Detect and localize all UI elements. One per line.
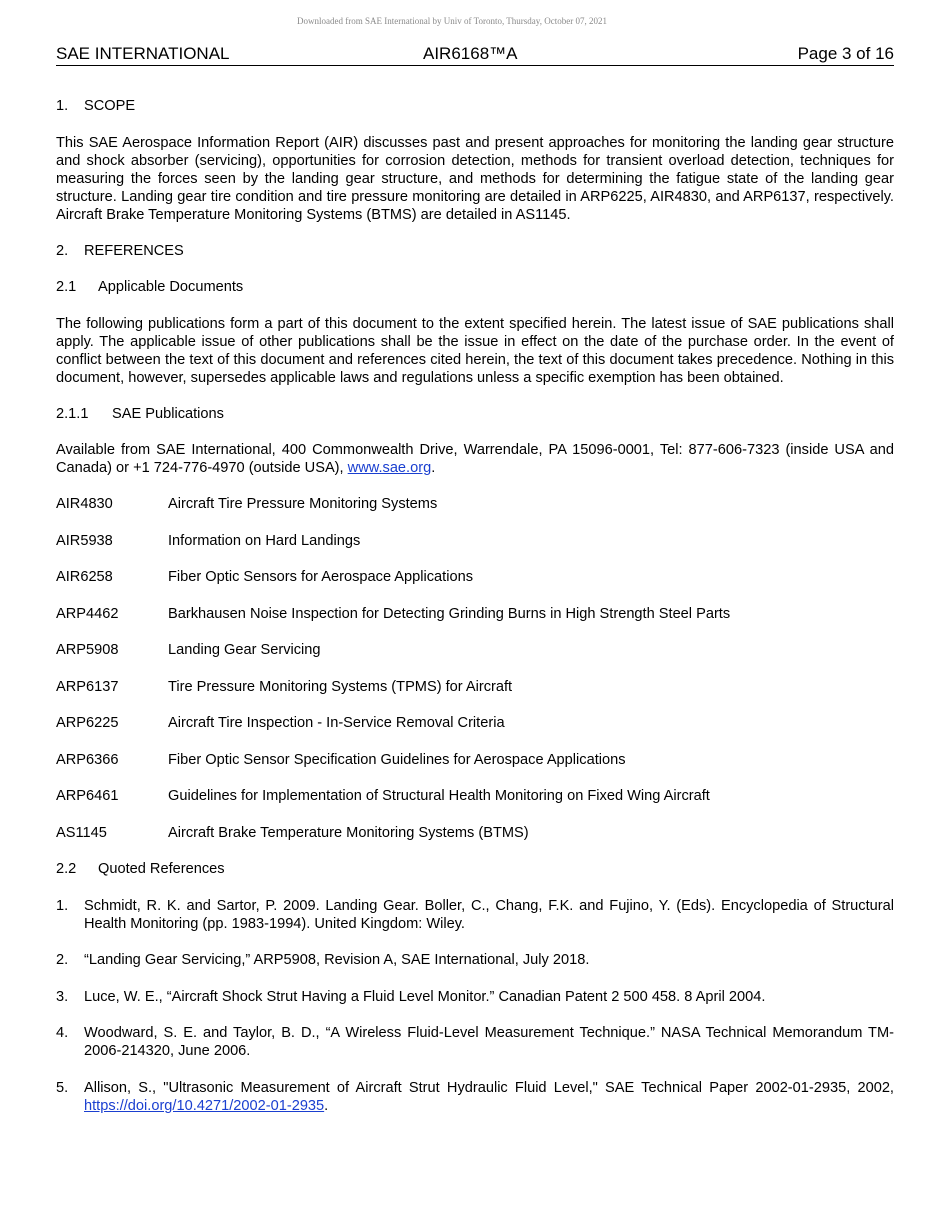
section-title: SAE Publications: [112, 405, 224, 422]
section-number: 2.: [56, 242, 69, 259]
publication-code: AIR4830: [56, 496, 113, 512]
document-body: [56, 97, 894, 1133]
section-title: REFERENCES: [84, 242, 184, 259]
subsection-heading-applicable-documents: [56, 278, 894, 296]
reference-text-with-link: [84, 1079, 894, 1115]
publication-code: ARP6366: [56, 751, 119, 768]
publication-code: ARP6225: [56, 715, 119, 731]
doi-link[interactable]: https://doi.org/10.4271/2002-01-2935: [84, 1097, 325, 1114]
publication-title: Aircraft Tire Inspection - In-Service Removal Criteria: [168, 715, 505, 731]
sae-publications-list: [56, 495, 894, 842]
reference-number: 5.: [56, 1079, 69, 1096]
publication-title: Fiber Optic Sensors for Aerospace Applications: [168, 569, 474, 585]
subsection-heading-sae-publications: [56, 405, 894, 423]
reference-number: 3.: [56, 988, 69, 1005]
header-publisher: SAE INTERNATIONAL: [56, 44, 230, 63]
reference-text: Allison, S., "Ultrasonic Measurement of Aircraft Strut Hydraulic Fluid Level," SAE Technical Paper 2002-01-2935, 2002,: [84, 1079, 894, 1096]
reference-text: Schmidt, R. K. and Sartor, P. 2009. Landing Gear. Boller, C., Chang, F.K. and Fujino, Y. (Eds). Encyclopedia of Structural Health Monitoring (pp. 1983-1994). United Kingdom: Wiley.: [84, 897, 894, 932]
quoted-reference-item: [56, 1024, 894, 1060]
publication-row: [56, 678, 894, 696]
section-number: 2.1: [56, 279, 77, 295]
header-document-number: AIR6168™A: [423, 44, 518, 63]
publication-row: [56, 605, 894, 623]
reference-number: 4.: [56, 1025, 69, 1041]
reference-text: Luce, W. E., “Aircraft Shock Strut Having a Fluid Level Monitor.” Canadian Patent 2 500 458. 8 April 2004.: [84, 988, 766, 1005]
publication-row: [56, 532, 894, 550]
publication-title: Fiber Optic Sensor Specification Guidelines for Aerospace Applications: [168, 751, 626, 768]
section-number: 2.1.1: [56, 405, 89, 422]
publication-title: Information on Hard Landings: [168, 532, 361, 549]
reference-text: Woodward, S. E. and Taylor, B. D., “A Wireless Fluid-Level Measurement Technique.” NASA Technical Memorandum TM-2006-214320, June 2006.: [84, 1025, 894, 1059]
publication-code: ARP4462: [56, 605, 119, 622]
publication-title: Aircraft Tire Pressure Monitoring Systems: [168, 496, 438, 512]
section-title: Applicable Documents: [98, 279, 244, 295]
section-title: SCOPE: [84, 98, 136, 114]
publication-code: AS1145: [56, 824, 107, 841]
sae-availability-paragraph: [56, 441, 894, 477]
publication-row: [56, 714, 894, 732]
publication-code: ARP5908: [56, 642, 119, 658]
section-number: 2.2: [56, 861, 77, 877]
section-title: Quoted References: [98, 861, 225, 877]
publication-row: [56, 751, 894, 769]
publication-title: Barkhausen Noise Inspection for Detecting Grinding Burns in High Strength Steel Parts: [168, 605, 731, 622]
publication-code: ARP6461: [56, 788, 119, 804]
reference-end: .: [324, 1097, 329, 1114]
publication-title: Landing Gear Servicing: [168, 642, 321, 658]
reference-number: 1.: [56, 897, 69, 914]
download-watermark: Downloaded from SAE International by Univ of Toronto, Thursday, October 07, 2021: [297, 16, 607, 26]
availability-end: .: [431, 460, 436, 476]
publication-title: Tire Pressure Monitoring Systems (TPMS) for Aircraft: [168, 678, 513, 695]
section-heading-references: [56, 242, 894, 260]
publication-code: AIR5938: [56, 532, 113, 549]
reference-number: 2.: [56, 952, 69, 968]
page-header: [56, 44, 894, 66]
publication-row: [56, 641, 894, 659]
quoted-reference-item: [56, 951, 894, 969]
reference-text: “Landing Gear Servicing,” ARP5908, Revision A, SAE International, July 2018.: [84, 952, 590, 968]
scope-paragraph: This SAE Aerospace Information Report (AIR) discusses past and present approaches for monitoring the landing gear structure and shock absorber (servicing), opportunities for corrosion detection, methods for transient overload detection, techniques for measuring the forces seen by the landing gear structure, and methods for determining the fatigue state of the landing gear structure. Landing gear tire condition and tire pressure monitoring are detailed in ARP6225, AIR4830, and ARP6137, respectively. Aircraft Brake Temperature Monitoring Systems (BTMS) are detailed in AS1145.: [56, 134, 894, 223]
publication-code: ARP6137: [56, 678, 119, 695]
section-heading-scope: [56, 97, 894, 115]
quoted-reference-item: [56, 988, 894, 1006]
publication-row: [56, 568, 894, 586]
quoted-reference-item: [56, 1079, 894, 1115]
section-number: 1.: [56, 98, 69, 114]
availability-text: Available from SAE International, 400 Commonwealth Drive, Warrendale, PA 15096-0001, Tel: 877-606-7323 (inside USA and Canada) or +1 724-776-4970 (outside USA),: [56, 442, 894, 476]
publication-code: AIR6258: [56, 569, 113, 585]
header-page-number: Page 3 of 16: [797, 44, 894, 63]
quoted-reference-item: [56, 897, 894, 933]
publication-title: Guidelines for Implementation of Structural Health Monitoring on Fixed Wing Aircraft: [168, 788, 710, 804]
publication-row: [56, 824, 894, 842]
quoted-references-list: [56, 897, 894, 1115]
subsection-heading-quoted-references: [56, 860, 894, 878]
applicable-documents-paragraph: The following publications form a part of this document to the extent specified herein. The latest issue of SAE publications shall apply. The applicable issue of other publications shall be the issue in effect on the date of the purchase order. In the event of conflict between the text of this document and references cited herein, the text of this document takes precedence. Nothing in this document, however, supersedes applicable laws and regulations unless a specific exemption has been obtained.: [56, 315, 894, 386]
publication-row: [56, 495, 894, 513]
publication-row: [56, 787, 894, 805]
publication-title: Aircraft Brake Temperature Monitoring Systems (BTMS): [168, 824, 529, 841]
sae-website-link[interactable]: www.sae.org: [347, 460, 432, 476]
